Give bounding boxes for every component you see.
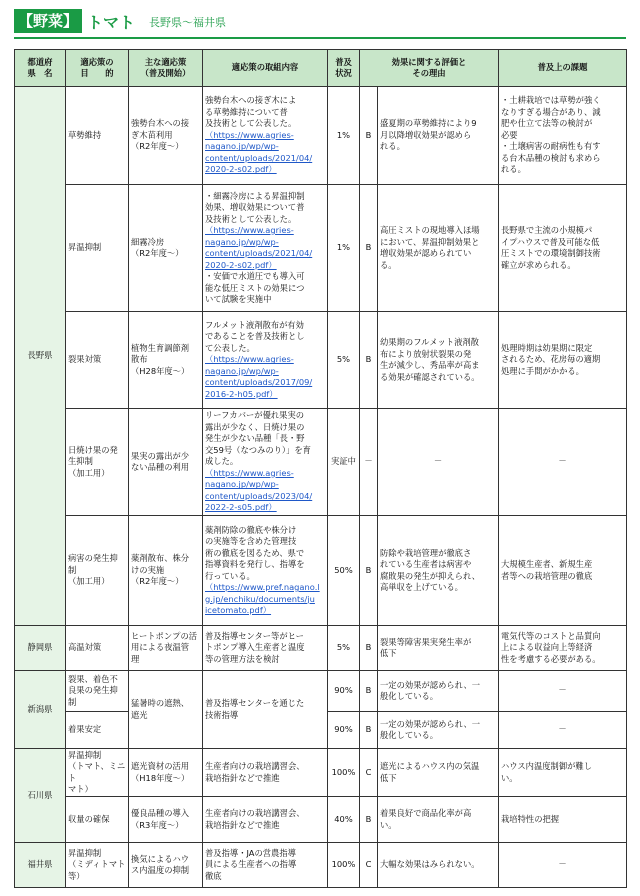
issue-cell: － xyxy=(499,671,627,712)
status-cell: 5% xyxy=(328,626,360,671)
grade-cell: C xyxy=(360,843,378,888)
content-cell xyxy=(203,312,328,409)
status-cell: 100% xyxy=(328,843,360,888)
content-text: リーフカバーが優れ果実の 露出が少なく、日焼け果の 発生が少ない品種「長・野 交59号（なつみのり）」を育 成した。 xyxy=(205,410,311,467)
measure-cell: 優良品種の導入 （R3年度～） xyxy=(129,797,203,843)
effect-cell: 裂果等障害果実発生率が 低下 xyxy=(378,626,499,671)
issue-cell: ハウス内温度制御が難し い。 xyxy=(499,749,627,797)
table-row xyxy=(15,409,627,516)
status-cell: 5% xyxy=(328,312,360,409)
purpose-cell: 草勢維持 xyxy=(66,87,129,185)
col-effect: 効果に関する評価と その理由 xyxy=(360,50,499,87)
grade-cell: B xyxy=(360,712,378,749)
table-row xyxy=(15,626,627,671)
content-text-extra: ・安価で水道圧でも導入可 能な低圧ミストの効果につ いて試験を実施中 xyxy=(205,271,305,304)
purpose-cell: 着果安定 xyxy=(66,712,129,749)
crop-title: トマト xyxy=(87,12,136,32)
grade-cell: B xyxy=(360,516,378,626)
prefecture-cell: 長野県 xyxy=(15,87,66,626)
purpose-cell: 裂果、着色不 良果の発生抑 制 xyxy=(66,671,129,712)
purpose-cell: 高温対策 xyxy=(66,626,129,671)
reference-link[interactable]: （https://www.agries- nagano.jp/wp/wp- content/uploads/2017/09/ 2016-2-h05.pdf） xyxy=(205,354,313,399)
col-purpose: 適応策の 目 的 xyxy=(66,50,129,87)
content-cell xyxy=(203,87,328,185)
header-row xyxy=(15,50,627,87)
grade-cell: C xyxy=(360,749,378,797)
effect-cell: 盛夏期の草勢維持により9 月以降増収効果が認めら れる。 xyxy=(378,87,499,185)
col-status: 普及 状況 xyxy=(328,50,360,87)
reference-link[interactable]: （https://www.pref.nagano.l g.jp/enchiku/documents/ju icetomato.pdf） xyxy=(205,582,320,615)
reference-link[interactable]: （https://www.agries- nagano.jp/wp/wp- content/uploads/2021/04/ 2020-2-s02.pdf） xyxy=(205,225,313,270)
issue-cell: 栽培特性の把握 xyxy=(499,797,627,843)
table-row xyxy=(15,749,627,797)
measure-cell: 薬剤散布、株分 けの実施 （R2年度～） xyxy=(129,516,203,626)
content-text: 薬剤防除の徹底や株分け の実施等を含めた管理技 術の徹底を図るため、県で 指導資料を発行し、指導を 行っている。 xyxy=(205,524,305,581)
table-row xyxy=(15,312,627,409)
status-cell: 40% xyxy=(328,797,360,843)
col-content: 適応策の取組内容 xyxy=(203,50,328,87)
effect-cell: 大幅な効果はみられない。 xyxy=(378,843,499,888)
measure-cell: 果実の露出が少 ない品種の利用 xyxy=(129,409,203,516)
effect-cell: 防除や栽培管理が徹底さ れている生産者は病害や 腐敗果の発生が抑えられ、 高単収を上げている。 xyxy=(378,516,499,626)
status-cell: 100% xyxy=(328,749,360,797)
content-cell: 生産者向けの栽培講習会、 栽培指針などで推進 xyxy=(203,797,328,843)
header-rule xyxy=(14,37,626,39)
content-cell: 普及指導センター等がヒー トポンプ導入生産者と温度 等の管理方法を検討 xyxy=(203,626,328,671)
measure-cell: 強勢台木への接 ぎ木苗利用 （R2年度～） xyxy=(129,87,203,185)
content-cell xyxy=(203,185,328,312)
col-prefecture: 都道府 県 名 xyxy=(15,50,66,87)
measure-cell: 猛暑時の遮熱、 遮光 xyxy=(129,671,203,749)
issue-cell: ・土耕栽培では草勢が強く なりすぎる場合があり、減 肥や仕立て法等の検討が 必要 ・土壌病害の耐病性も有す る台木品種の検討も求めら れる。 xyxy=(499,87,627,185)
reference-link[interactable]: （https://www.agries- nagano.jp/wp/wp- content/uploads/2021/04/ 2020-2-s02.pdf） xyxy=(205,129,313,175)
effect-cell: 遮光によるハウス内の気温 低下 xyxy=(378,749,499,797)
grade-cell: B xyxy=(360,671,378,712)
purpose-cell: 裂果対策 xyxy=(66,312,129,409)
measure-cell: 換気によるハウ ス内温度の抑制 xyxy=(129,843,203,888)
content-cell: 普及指導・JAの営農指導 員による生産者への指導 徹底 xyxy=(203,843,328,888)
content-cell xyxy=(203,409,328,516)
page-header xyxy=(14,6,226,36)
table-row xyxy=(15,516,627,626)
content-cell: 普及指導センターを通じた 技術指導 xyxy=(203,671,328,749)
grade-cell: B xyxy=(360,185,378,312)
content-cell: 生産者向けの栽培講習会、 栽培指針などで推進 xyxy=(203,749,328,797)
grade-cell: B xyxy=(360,87,378,185)
purpose-cell: 病害の発生抑 制 （加工用） xyxy=(66,516,129,626)
region-range: 長野県～福井県 xyxy=(149,16,227,29)
purpose-cell: 昇温抑制 xyxy=(66,185,129,312)
status-cell: 90% xyxy=(328,712,360,749)
content-text: ・細霧冷房による昇温抑制 効果、増収効果について普 及技術として公表した。 xyxy=(205,190,305,224)
content-text: フルメット液剤散布が有効 であることを普及技術とし て公表した。 xyxy=(205,319,305,353)
status-cell: 1% xyxy=(328,87,360,185)
measure-cell: 植物生育調節剤 散布 （H28年度～） xyxy=(129,312,203,409)
content-text: 強勢台木への接ぎ木によ る草勢維持について普 及技術として公表した。 xyxy=(205,95,297,129)
grade-cell: － xyxy=(360,409,378,516)
status-cell: 実証中 xyxy=(328,409,360,516)
measure-cell: 遮光資材の活用 （H18年度～） xyxy=(129,749,203,797)
prefecture-cell: 福井県 xyxy=(15,843,66,888)
issue-cell: 長野県で主流の小規模パ イプハウスで普及可能な低 圧ミストでの環境制御技術 確立が求められる。 xyxy=(499,185,627,312)
effect-cell: 一定の効果が認められ、一 般化している。 xyxy=(378,671,499,712)
measure-cell: 細霧冷房 （R2年度～） xyxy=(129,185,203,312)
effect-cell: 着果良好で商品化率が高 い。 xyxy=(378,797,499,843)
issue-cell: － xyxy=(499,843,627,888)
purpose-cell: 昇温抑制 （トマト、ミニト マト） xyxy=(66,749,129,797)
table-row xyxy=(15,797,627,843)
table-row xyxy=(15,843,627,888)
prefecture-cell: 石川県 xyxy=(15,749,66,843)
effect-cell: 一定の効果が認められ、一 般化している。 xyxy=(378,712,499,749)
content-cell xyxy=(203,516,328,626)
status-cell: 50% xyxy=(328,516,360,626)
issue-cell: － xyxy=(499,712,627,749)
purpose-cell: 昇温抑制 （ミディトマト 等） xyxy=(66,843,129,888)
issue-cell: 電気代等のコストと品質向 上による収益向上等経済 性を考慮する必要がある。 xyxy=(499,626,627,671)
grade-cell: B xyxy=(360,797,378,843)
issue-cell: － xyxy=(499,409,627,516)
prefecture-cell: 新潟県 xyxy=(15,671,66,749)
status-cell: 90% xyxy=(328,671,360,712)
purpose-cell: 収量の確保 xyxy=(66,797,129,843)
table-row xyxy=(15,671,627,712)
issue-cell: 大規模生産者、新規生産 者等への栽培管理の徹底 xyxy=(499,516,627,626)
effect-cell: 幼果期のフルメット液剤散 布により放射状裂果の発 生が減少し、秀品率が高ま る効果が確認されている。 xyxy=(378,312,499,409)
purpose-cell: 日焼け果の発 生抑制 （加工用） xyxy=(66,409,129,516)
effect-cell: 高圧ミストの現地導入ほ場 において、昇温抑制効果と 増収効果が認められてい る。 xyxy=(378,185,499,312)
grade-cell: B xyxy=(360,312,378,409)
reference-link[interactable]: （https://www.agries- nagano.jp/wp/wp- content/uploads/2023/04/ 2022-2-s05.pdf） xyxy=(205,467,313,513)
col-measure: 主な適応策 （普及開始） xyxy=(129,50,203,87)
col-issue: 普及上の課題 xyxy=(499,50,627,87)
measure-cell: ヒートポンプの活 用による夜温管 理 xyxy=(129,626,203,671)
issue-cell: 処理時期は幼果期に限定 されるため、花房毎の適期 処理に手間がかかる。 xyxy=(499,312,627,409)
status-cell: 1% xyxy=(328,185,360,312)
adaptation-table xyxy=(14,49,627,888)
grade-cell: B xyxy=(360,626,378,671)
effect-cell: － xyxy=(378,409,499,516)
table-row xyxy=(15,185,627,312)
prefecture-cell: 静岡県 xyxy=(15,626,66,671)
category-tag: 【野菜】 xyxy=(14,9,82,33)
table-row xyxy=(15,87,627,185)
